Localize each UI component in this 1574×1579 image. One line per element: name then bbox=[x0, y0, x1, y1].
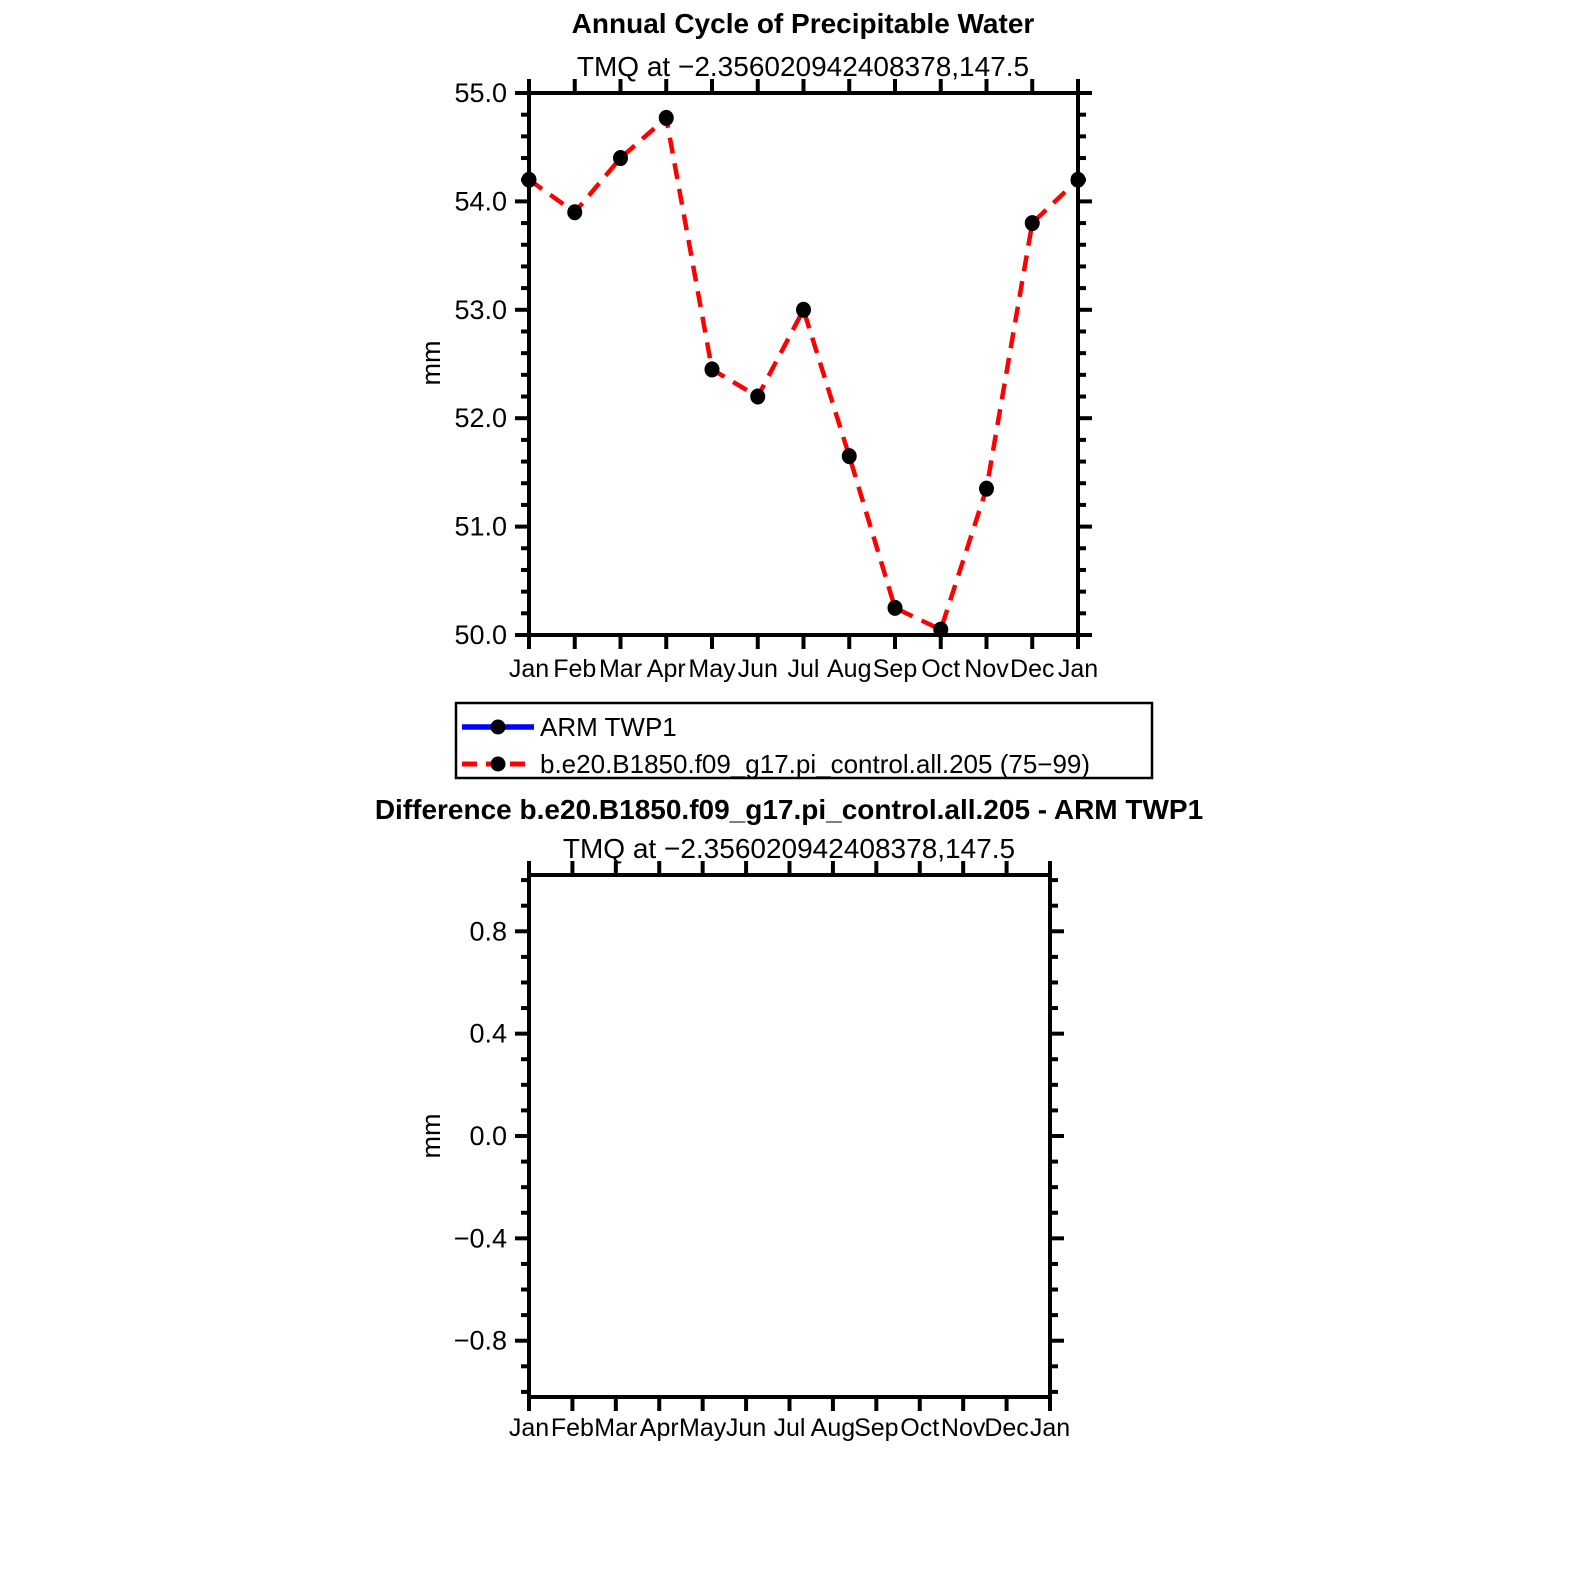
legend-marker-model bbox=[491, 757, 506, 772]
data-point bbox=[979, 481, 994, 497]
x-tick-label: Jan bbox=[508, 655, 550, 683]
data-point bbox=[1071, 172, 1086, 188]
legend-box bbox=[456, 703, 1152, 779]
x-tick-label: Jan bbox=[1029, 1414, 1071, 1442]
data-point bbox=[705, 361, 720, 377]
x-tick-label: Feb bbox=[553, 655, 597, 683]
x-tick-label: Jul bbox=[773, 1414, 806, 1442]
y-tick-label: 50.0 bbox=[454, 620, 507, 650]
panel1-y-axis-title: mm bbox=[416, 340, 446, 386]
x-tick-label: Dec bbox=[1010, 655, 1055, 683]
x-tick-label: Aug bbox=[827, 655, 872, 683]
data-point bbox=[842, 448, 857, 464]
data-point bbox=[1025, 215, 1040, 231]
data-point bbox=[613, 150, 628, 166]
panel1-title: Annual Cycle of Precipitable Water bbox=[571, 8, 1035, 39]
y-tick-label: −0.8 bbox=[453, 1325, 507, 1356]
panel1-plot-area bbox=[454, 78, 1098, 683]
x-tick-label: Nov bbox=[964, 655, 1009, 683]
legend-label-obs: ARM TWP1 bbox=[540, 712, 677, 742]
data-point bbox=[522, 172, 537, 188]
y-tick-label: 55.0 bbox=[454, 78, 507, 108]
x-tick-label: Jan bbox=[508, 1414, 550, 1442]
data-point bbox=[750, 389, 765, 405]
x-tick-label: Dec bbox=[984, 1414, 1029, 1442]
x-tick-label: Feb bbox=[550, 1414, 594, 1442]
data-point bbox=[796, 302, 811, 318]
panel2-subtitle: TMQ at −2.356020942408378,147.5 bbox=[562, 833, 1016, 864]
data-point bbox=[933, 622, 948, 638]
series-line bbox=[529, 118, 1078, 630]
x-tick-label: Apr bbox=[639, 1414, 679, 1442]
x-tick-label: Jul bbox=[787, 655, 820, 683]
x-tick-label: Mar bbox=[594, 1414, 638, 1442]
data-point bbox=[567, 204, 582, 220]
data-point bbox=[888, 600, 903, 616]
x-tick-label: Jun bbox=[725, 1414, 767, 1442]
x-tick-label: Oct bbox=[921, 655, 961, 683]
panel2-plot-area bbox=[454, 861, 1070, 1442]
plot-frame bbox=[529, 875, 1050, 1397]
plot-frame bbox=[529, 93, 1078, 635]
x-tick-label: Jun bbox=[737, 655, 778, 683]
y-tick-label: −0.4 bbox=[453, 1223, 507, 1254]
panel2-y-axis-title: mm bbox=[416, 1113, 446, 1159]
x-tick-label: Sep bbox=[872, 655, 918, 683]
y-tick-label: 51.0 bbox=[454, 511, 507, 542]
x-tick-label: Aug bbox=[810, 1414, 856, 1442]
y-tick-label: 52.0 bbox=[454, 403, 507, 434]
x-tick-label: Jan bbox=[1057, 655, 1099, 683]
legend-label-model: b.e20.B1850.f09_g17.pi_control.all.205 (75−99) bbox=[540, 749, 1091, 779]
x-tick-label: Sep bbox=[854, 1414, 899, 1442]
x-tick-label: Apr bbox=[646, 655, 686, 683]
y-tick-label: 0.4 bbox=[469, 1018, 507, 1049]
panel2-title: Difference b.e20.B1850.f09_g17.pi_control.all.205 - ARM TWP1 bbox=[374, 794, 1204, 825]
x-tick-label: Oct bbox=[900, 1414, 940, 1442]
x-tick-label: Mar bbox=[598, 655, 643, 683]
y-tick-label: 54.0 bbox=[454, 186, 507, 217]
x-tick-label: May bbox=[679, 1414, 727, 1442]
panel1-subtitle: TMQ at −2.356020942408378,147.5 bbox=[576, 51, 1030, 82]
x-tick-label: Nov bbox=[940, 1414, 986, 1442]
y-tick-label: 0.8 bbox=[469, 916, 507, 947]
x-tick-label: May bbox=[688, 655, 736, 683]
legend-marker-obs bbox=[491, 720, 506, 735]
y-tick-label: 53.0 bbox=[454, 294, 507, 325]
data-point bbox=[659, 110, 674, 126]
y-tick-label: 0.0 bbox=[469, 1121, 507, 1151]
